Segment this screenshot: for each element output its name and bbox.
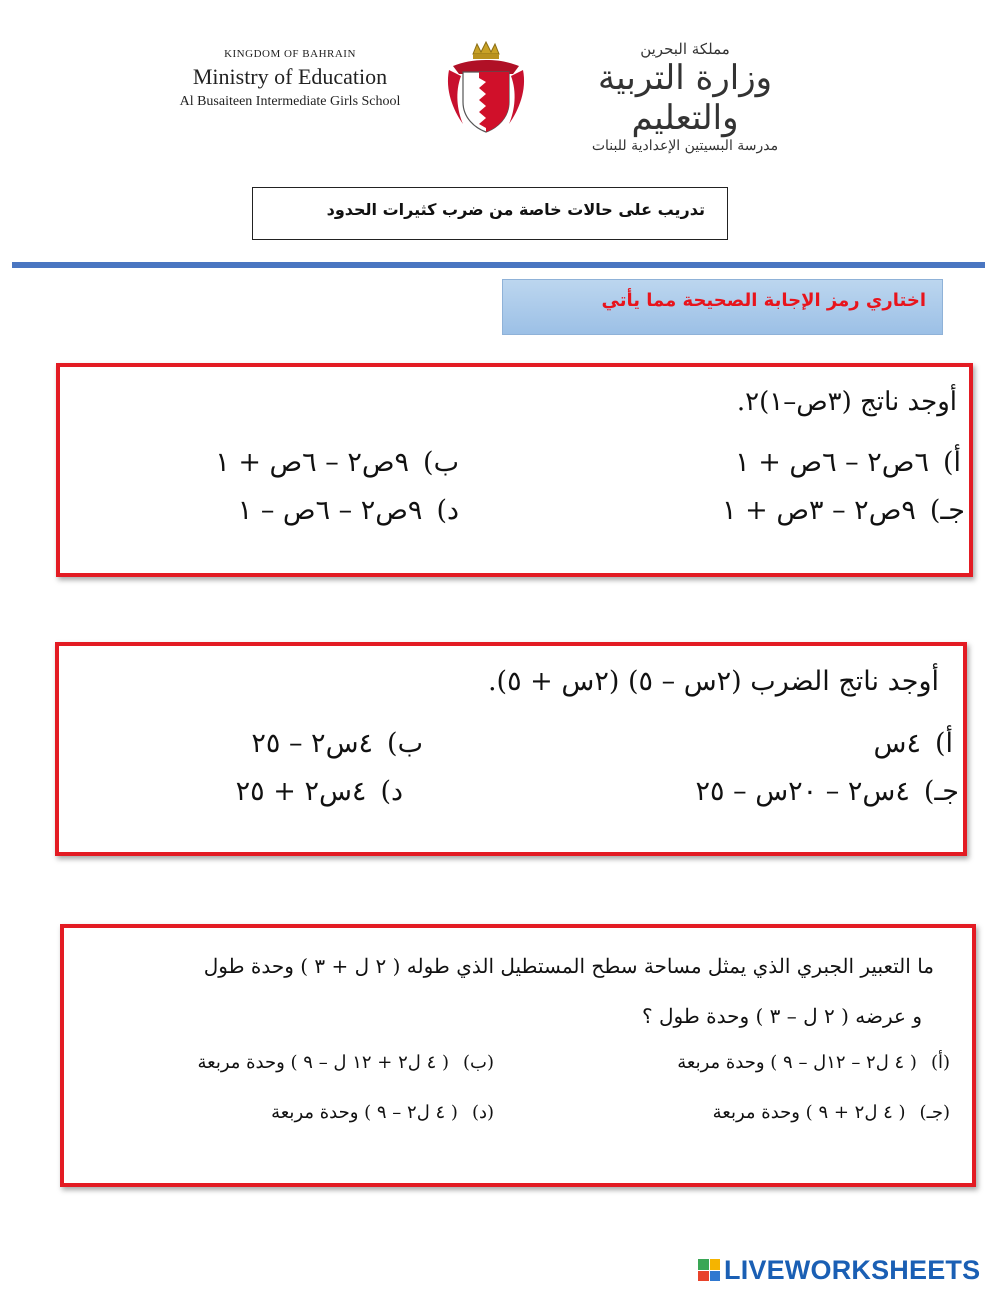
question-text: أوجد ناتج الضرب (٢س – ٥) (٢س + ٥). [487, 666, 939, 697]
option-b[interactable] [251, 728, 423, 759]
option-text: ٦ص٢ – ٦ص + ١ [735, 447, 929, 478]
option-d[interactable] [238, 495, 459, 526]
kingdom-ar: مملكة البحرين [640, 40, 730, 58]
option-text: ٤س [873, 728, 921, 759]
option-label: (ب) [463, 1052, 494, 1073]
option-label: (أ) [930, 1052, 950, 1073]
option-label: (د) [471, 1102, 494, 1123]
option-a[interactable] [677, 1052, 950, 1073]
instruction-banner: اختاري رمز الإجابة الصحيحة مما يأتي [502, 279, 943, 335]
ministry-ar: وزارة التربية والتعليم [597, 58, 773, 138]
option-text: ٤س٢ + ٢٥ [235, 776, 367, 807]
header-arabic [540, 40, 830, 154]
option-label: ب) [423, 447, 459, 478]
option-c[interactable] [696, 776, 959, 807]
school-en: Al Busaiteen Intermediate Girls School [179, 94, 401, 109]
option-b[interactable] [197, 1052, 494, 1073]
option-text: ( ٤ ل٢ – ١٢ل – ٩ ) وحدة مربعة [677, 1052, 917, 1073]
option-c[interactable] [713, 1102, 950, 1123]
question-text: أوجد ناتج (٣ص–١)٢. [736, 387, 957, 417]
option-text: ٤س٢ – ٢٥ [251, 728, 374, 759]
ministry-en: Ministry of Education [192, 64, 388, 89]
option-d[interactable] [236, 776, 403, 807]
option-text: ٩ص٢ – ٣ص + ١ [722, 495, 916, 526]
option-label: (جـ) [919, 1102, 950, 1123]
worksheet-title: تدريب على حالات خاصة من ضرب كثيرات الحدود [252, 187, 728, 240]
option-label: ب) [387, 728, 423, 759]
liveworksheets-logo-icon [698, 1259, 720, 1281]
option-text: ( ٤ ل٢ + ١٢ ل – ٩ ) وحدة مربعة [197, 1052, 449, 1073]
option-text: ( ٤ ل٢ – ٩ ) وحدة مربعة [271, 1102, 458, 1123]
header-english [150, 48, 430, 110]
option-label: جـ) [929, 495, 965, 526]
option-c[interactable] [722, 495, 965, 526]
question-card-3 [60, 924, 976, 1187]
option-d[interactable] [271, 1102, 494, 1123]
option-label: أ) [934, 728, 953, 759]
question-text-continued: و عرضه ( ٢ ل – ٣ ) وحدة طول ؟ [642, 1004, 922, 1028]
bahrain-crest-icon [443, 40, 529, 136]
option-text: ( ٤ ل٢ + ٩ ) وحدة مربعة [712, 1102, 906, 1123]
question-card-1 [56, 363, 973, 577]
option-label: د) [436, 495, 459, 526]
option-b[interactable] [215, 447, 459, 478]
option-a[interactable] [735, 447, 961, 478]
option-label: أ) [942, 447, 961, 478]
divider [12, 262, 985, 268]
question-card-2 [55, 642, 967, 856]
option-label: د) [380, 776, 403, 807]
brand-name: LIVEWORKSHEETS [724, 1254, 981, 1285]
option-label: جـ) [923, 776, 959, 807]
option-a[interactable] [873, 728, 953, 759]
question-text: ما التعبير الجبري الذي يمثل مساحة سطح المستطيل الذي طوله ( ٢ ل + ٣ ) وحدة طول [203, 954, 934, 978]
liveworksheets-brand[interactable] [698, 1255, 980, 1285]
school-ar: مدرسة البسيتين الإعدادية للبنات [591, 138, 779, 154]
option-text: ٩ص٢ – ٦ص + ١ [215, 447, 410, 478]
option-text: ٤س٢ – ٢٠س – ٢٥ [695, 776, 910, 807]
option-text: ٩ص٢ – ٦ص – ١ [237, 495, 423, 526]
kingdom-en: KINGDOM OF BAHRAIN [224, 48, 356, 60]
